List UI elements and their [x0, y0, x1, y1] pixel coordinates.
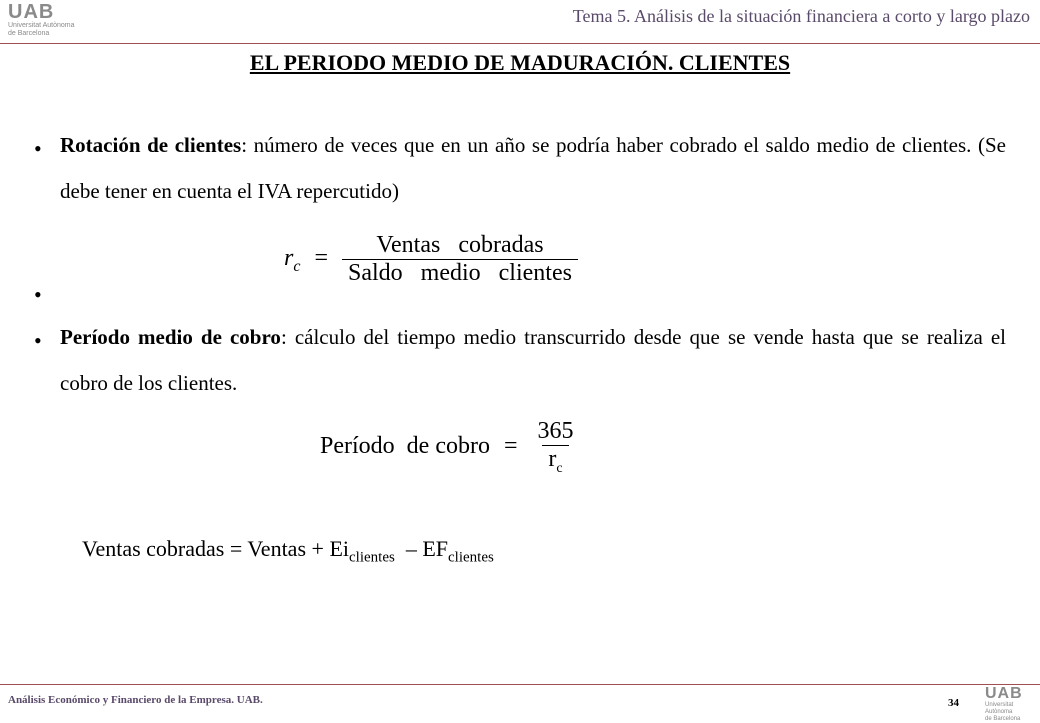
formula-ventas-cobradas: Ventas cobradas = Ventas + $Ei_{clientes} - EF_{clientes}$ — [82, 536, 494, 566]
page-number: 34 — [948, 697, 959, 709]
formula-fraction — [342, 232, 578, 287]
bullet-term: Período medio de cobro — [60, 325, 281, 349]
formula-equals: = — [503, 432, 518, 459]
bullet-text: : cálculo del tiempo medio transcurrido desde que se vende hasta que se realiza el cobro de los clientes. — [60, 325, 1006, 395]
bullet-term: Rotación de clientes — [60, 133, 242, 157]
formula-lhs: Ventas cobradas — [82, 536, 225, 561]
formula-numerator: 365 — [537, 418, 574, 444]
formula-lhs: $r_c$ — [284, 245, 301, 275]
uab-logo — [8, 2, 88, 38]
formula-lhs: Período de cobro — [320, 432, 490, 459]
bullet-text: : número de veces que en un año se podría haber cobrado el saldo medio de clientes. (Se debe tener en cuenta el IVA repercutido) — [60, 133, 1006, 203]
logo-subtitle-1: Universitat Autònoma — [8, 22, 75, 29]
bullet-dot: • — [34, 136, 42, 161]
footer-course-title: Análisis Económico y Financiero de la Empresa. UAB. — [8, 694, 263, 706]
bullet-dot: • — [34, 328, 42, 353]
formula-denominator: $r_c$ — [542, 445, 568, 477]
formula-equals: = — [314, 245, 328, 272]
header-divider — [0, 43, 1040, 44]
formula-numerator: Ventas cobradas — [376, 232, 544, 258]
formula-denominator: Saldo medio clientes — [342, 259, 578, 287]
uab-logo-footer — [985, 686, 1040, 720]
logo-subtitle-2: de Barcelona — [8, 30, 50, 37]
formula-rotacion — [284, 232, 578, 287]
bullet-rotacion-clientes — [60, 122, 1006, 214]
bullet-dot: • — [34, 282, 42, 307]
topic-header: Tema 5. Análisis de la situación financiera a corto y largo plazo — [572, 6, 1030, 26]
formula-periodo-cobro — [320, 418, 580, 477]
logo-mark: UAB — [985, 685, 1023, 702]
logo-subtitle-1: Universitat Autònoma — [985, 702, 1014, 715]
logo-subtitle-2: de Barcelona — [985, 716, 1021, 722]
footer-divider — [0, 684, 1040, 685]
formula-fraction — [532, 418, 580, 477]
logo-mark: UAB — [8, 1, 55, 23]
bullet-periodo-medio-cobro — [60, 314, 1006, 406]
slide-title: EL PERIODO MEDIO DE MADURACIÓN. CLIENTES — [249, 50, 791, 75]
